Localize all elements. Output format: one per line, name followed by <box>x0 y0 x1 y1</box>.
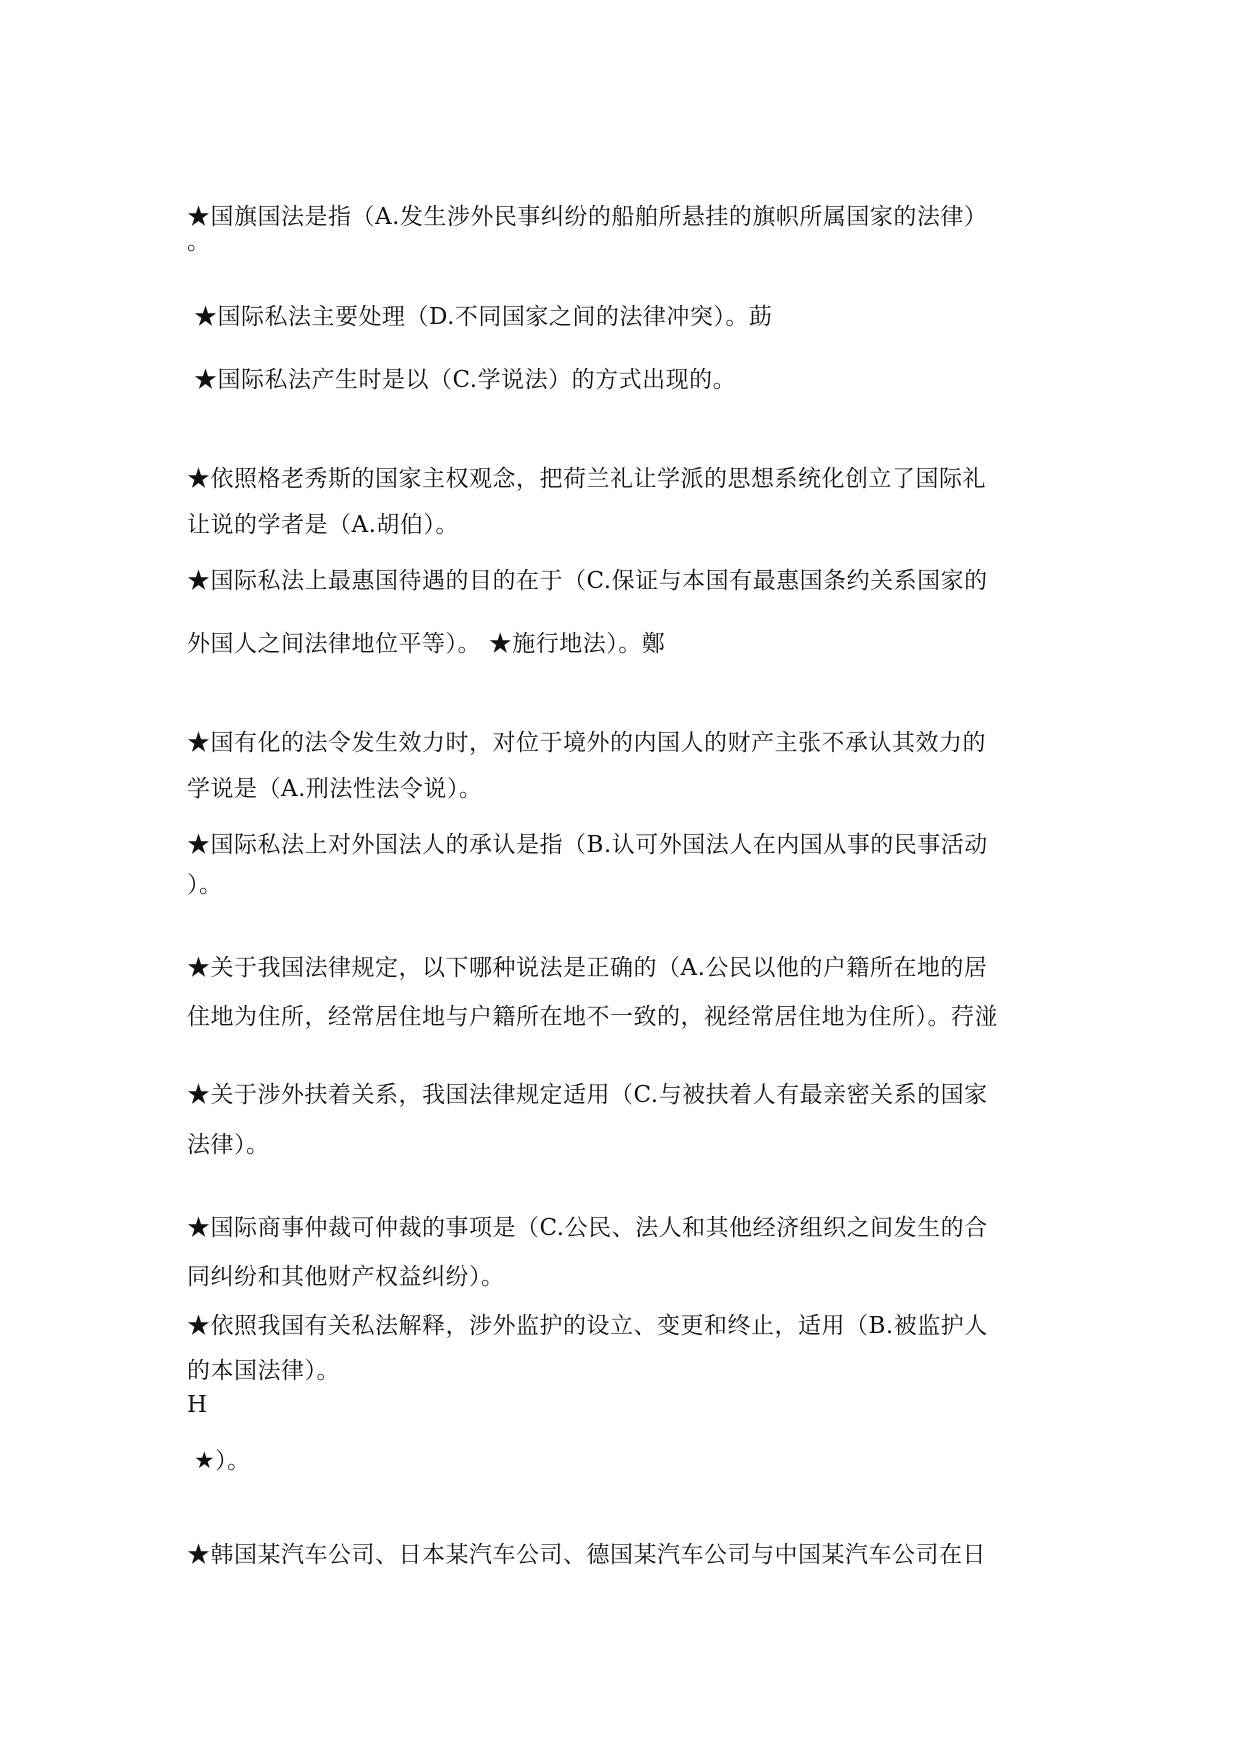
text-line: ★关于涉外扶着关系，我国法律规定适用（C.与被扶着人有最亲密关系的国家 <box>187 1082 988 1108</box>
text-line: ★国际私法主要处理（D.不同国家之间的法律冲突）。莇 <box>194 304 773 330</box>
text-line: ★国有化的法令发生效力时，对位于境外的内国人的财产主张不承认其效力的 <box>187 730 986 756</box>
text-line: ）。 <box>187 872 223 898</box>
text-line: ★依照我国有关私法解释，涉外监护的设立、变更和终止，适用（B.被监护人 <box>187 1313 988 1339</box>
text-line: 住地为住所，经常居住地与户籍所在地不一致的，视经常居住地为住所）。荇湴 <box>187 1004 998 1030</box>
text-line: ★关于我国法律规定，以下哪种说法是正确的（A.公民以他的户籍所在地的居 <box>187 955 988 981</box>
text-line: ★国际私法上最惠国待遇的目的在于（C.保证与本国有最惠国条约关系国家的 <box>187 568 988 594</box>
text-line: 让说的学者是（A.胡伯）。 <box>187 512 459 538</box>
text-line: 法律）。 <box>187 1132 270 1158</box>
text-line: ★国际私法上对外国法人的承认是指（B.认可外国法人在内国从事的民事活动 <box>187 832 988 858</box>
text-line: ★国际商事仲裁可仲裁的事项是（C.公民、法人和其他经济组织之间发生的合 <box>187 1215 988 1241</box>
text-line: 学说是（A.刑法性法令说）。 <box>187 776 483 802</box>
text-line: 外国人之间法律地位平等）。 ★施行地法）。鄭 <box>187 631 666 657</box>
text-line: ★）。 <box>194 1448 251 1474</box>
text-line: ★韩国某汽车公司、日本某汽车公司、德国某汽车公司与中国某汽车公司在日 <box>187 1542 986 1568</box>
text-line: ★国旗国法是指（A.发生涉外民事纠纷的船舶所悬挂的旗帜所属国家的法律） <box>187 204 988 230</box>
text-line: ★依照格老秀斯的国家主权观念，把荷兰礼让学派的思想系统化创立了国际礼 <box>187 466 986 492</box>
text-line: 同纠纷和其他财产权益纠纷）。 <box>187 1264 505 1290</box>
text-line: ★国际私法产生时是以（C.学说法）的方式出现的。 <box>194 367 737 393</box>
text-line: H <box>187 1392 208 1418</box>
text-line: 。 <box>187 229 211 255</box>
text-line: 的本国法律）。 <box>187 1358 340 1384</box>
